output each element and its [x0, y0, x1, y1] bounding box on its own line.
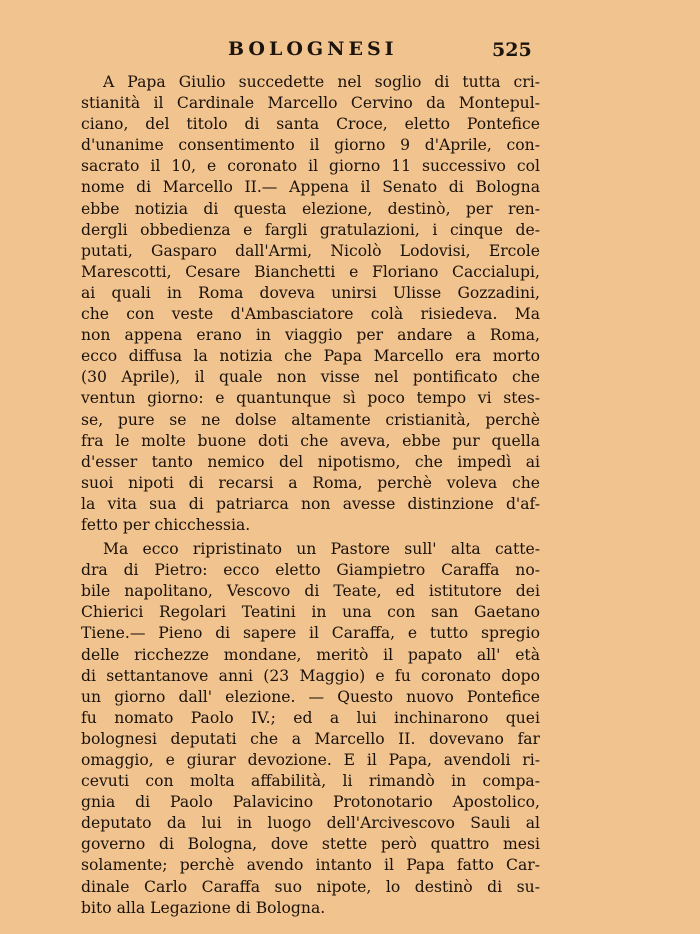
text-line: sacrato il 10, e coronato il giorno 11 successivo col — [81, 157, 540, 176]
text-line: ecco diffusa la notizia che Papa Marcello era morto — [81, 347, 540, 366]
text-line: d'esser tanto nemico del nipotismo, che impedì ai — [81, 452, 540, 471]
text-line: suoi nipoti di recarsi a Roma, perchè voleva che — [81, 473, 540, 492]
text-line: ebbe notizia di questa elezione, destinò, per ren- — [81, 199, 540, 218]
text-line: d'unanime consentimento il giorno 9 d'Aprile, con- — [81, 136, 540, 155]
text-line: nome di Marcello II.— Appena il Senato di Bologna — [81, 178, 540, 197]
page-header — [0, 38, 700, 66]
paragraph — [81, 72, 540, 536]
text-line: bito alla Legazione di Bologna. — [81, 898, 326, 917]
text-line: dra di Pietro: ecco eletto Giampietro Caraffa no- — [81, 561, 540, 580]
text-line: ciano, del titolo di santa Croce, eletto Pontefice — [81, 115, 540, 134]
text-line: Ma ecco ripristinato un Pastore sull' alta catte- — [103, 540, 540, 559]
text-line: bolognesi deputati che a Marcello II. dovevano far — [81, 729, 540, 748]
paragraph — [81, 539, 540, 919]
body-text — [81, 72, 540, 919]
text-line: (30 Aprile), il quale non visse nel pontificato che — [81, 368, 540, 387]
text-line: A Papa Giulio succedette nel soglio di tutta cri- — [103, 73, 540, 91]
text-line: un giorno dall' elezione. — Questo nuovo Pontefice — [81, 687, 540, 706]
text-line: omaggio, e giurar devozione. E il Papa, avendoli ri- — [81, 751, 540, 769]
running-head: BOLOGNESI — [228, 38, 398, 60]
text-line: solamente; perchè avendo intanto il Papa fatto Car- — [81, 856, 540, 875]
text-line: deputato da lui in luogo dell'Arcivescovo Sauli al — [81, 814, 540, 833]
text-line: non appena erano in viaggio per andare a Roma, — [81, 326, 540, 345]
text-line: dinale Carlo Caraffa suo nipote, lo destinò di su- — [81, 877, 540, 896]
page-number: 525 — [492, 39, 532, 61]
text-line: governo di Bologna, dove stette però quattro mesi — [81, 835, 540, 854]
text-line: se, pure se ne dolse altamente cristianità, perchè — [81, 410, 540, 429]
text-line: putati, Gasparo dall'Armi, Nicolò Lodovisi, Ercole — [81, 241, 540, 260]
text-line: ventun giorno: e quantunque sì poco tempo vi stes- — [81, 389, 540, 408]
text-line: bile napolitano, Vescovo di Teate, ed istitutore dei — [81, 582, 540, 601]
text-line: fetto per chicchessia. — [81, 515, 251, 534]
text-line: cevuti con molta affabilità, li rimandò in compa- — [81, 772, 540, 791]
text-line: ai quali in Roma doveva unirsi Ulisse Gozzadini, — [81, 283, 540, 302]
text-line: Chierici Regolari Teatini in una con san Gaetano — [81, 603, 540, 622]
text-line: dergli obbedienza e fargli gratulazioni, i cinque de- — [81, 220, 540, 239]
text-line: stianità il Cardinale Marcello Cervino da Montepul- — [81, 94, 540, 113]
text-line: fra le molte buone doti che aveva, ebbe pur quella — [81, 431, 540, 450]
text-line: gnia di Paolo Palavicino Protonotario Apostolico, — [81, 793, 540, 812]
text-line: Tiene.— Pieno di sapere il Caraffa, e tutto spregio — [81, 624, 540, 643]
text-line: di settantanove anni (23 Maggio) e fu coronato dopo — [81, 666, 540, 685]
text-line: delle ricchezze mondane, meritò il papato all' età — [81, 645, 540, 664]
text-line: la vita sua di patriarca non avesse distinzione d'af- — [81, 494, 540, 513]
text-line: Marescotti, Cesare Bianchetti e Floriano Caccialupi, — [81, 262, 540, 281]
text-line: che con veste d'Ambasciatore colà risiedeva. Ma — [81, 305, 540, 324]
text-line: fu nomato Paolo IV.; ed a lui inchinarono quei — [81, 708, 540, 727]
